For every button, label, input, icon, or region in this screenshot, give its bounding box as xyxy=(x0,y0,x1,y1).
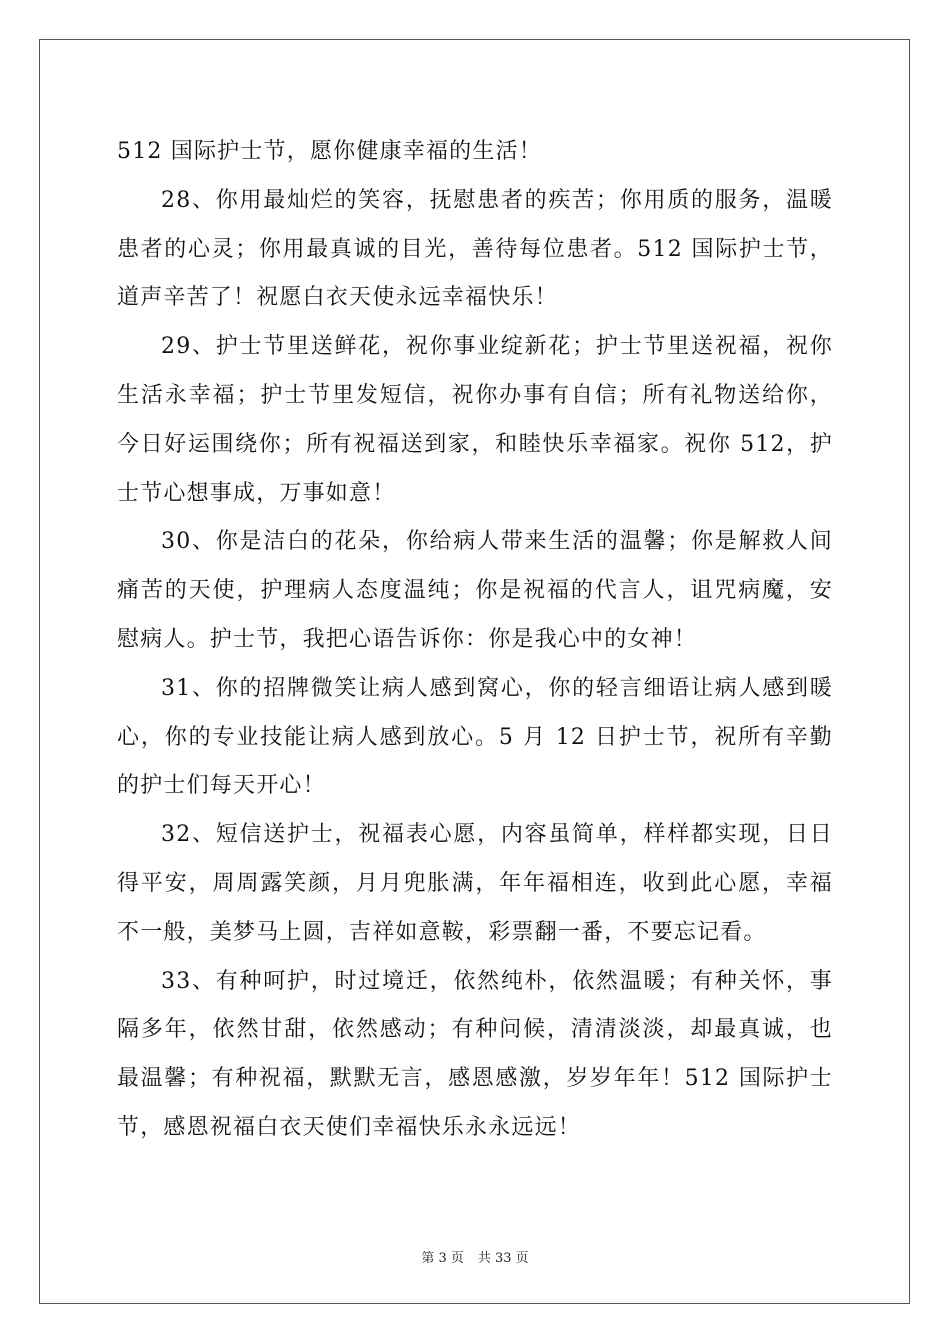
paragraph-33: 33、有种呵护，时过境迁，依然纯朴，依然温暖；有种关怀，事隔多年，依然甘甜，依然感动；有种问候，清清淡淡，却最真诚，也最温馨；有种祝福，默默无言，感恩感激，岁岁年年！512 国际护士节，感恩祝福白衣天使们幸福快乐永永远远！ xyxy=(117,968,833,1140)
page-number: 第 3 页 xyxy=(421,1251,464,1266)
page-footer xyxy=(0,1247,950,1266)
page-total: 共 33 页 xyxy=(477,1251,529,1266)
paragraph-32: 32、短信送护士，祝福表心愿，内容虽简单，样样都实现，日日得平安，周周露笑颜，月月兜胀满，年年福相连，收到此心愿，幸福不一般，美梦马上圆，吉祥如意鞍，彩票翻一番，不要忘记看。 xyxy=(117,822,833,945)
paragraph-30: 30、你是洁白的花朵，你给病人带来生活的温馨；你是解救人间痛苦的天使，护理病人态度温纯；你是祝福的代言人，诅咒病魔，安慰病人。护士节，我把心语告诉你：你是我心中的女神！ xyxy=(117,529,833,652)
paragraph-1: 512 国际护士节，愿你健康幸福的生活！ xyxy=(117,139,542,164)
paragraph-28: 28、你用最灿烂的笑容，抚慰患者的疾苦；你用质的服务，温暖患者的心灵；你用最真诚的目光，善待每位患者。512 国际护士节，道声辛苦了！祝愿白衣天使永远幸福快乐！ xyxy=(117,187,833,311)
paragraph-29: 29、护士节里送鲜花，祝你事业绽新花；护士节里送祝福，祝你生活永幸福；护士节里发短信，祝你办事有自信；所有礼物送给你，今日好运围绕你；所有祝福送到家，和睦快乐幸福家。祝你 512，护士节心想事成，万事如意！ xyxy=(117,334,833,506)
paragraph-31: 31、你的招牌微笑让病人感到窝心，你的轻言细语让病人感到暖心，你的专业技能让病人感到放心。5 月 12 日护士节，祝所有辛勤的护士们每天开心！ xyxy=(117,675,833,799)
document-body xyxy=(117,128,833,1153)
